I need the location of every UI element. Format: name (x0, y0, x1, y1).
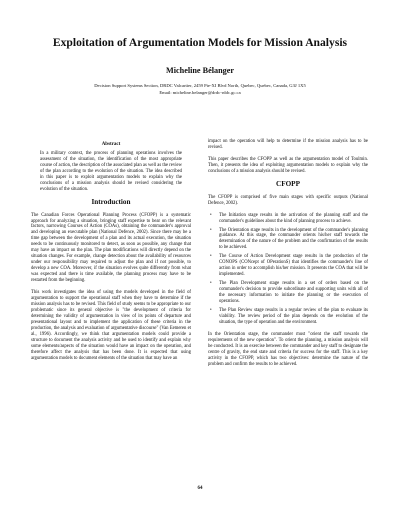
cfopp-heading: CFOPP (276, 179, 300, 188)
page-number: 64 (197, 486, 203, 491)
stage-orientation: • The Orientation stage results in the development of the commander's planning guidance. At this stage, the commander orients his/her staff towards the determination of the nature of the problem and the confirmation of the results to be achieved. (216, 228, 368, 252)
email-line: Email: micheline.belanger@drdc-rddc.gc.ca (159, 90, 241, 96)
stage-plan-development: • The Plan Development stage results in a set of orders based on the commander's decision to provide subordinate and supporting units with all of the necessary information to initiate the planning or the execution of operations. (216, 281, 368, 305)
introduction-heading: Introduction (91, 197, 131, 206)
left-column (31, 142, 191, 367)
author-name: Micheline Bélanger (166, 66, 234, 75)
affiliation-line: Decision Support Systems Section, DRDC Valcartier, 2459 Pie-XI Blvd North, Quebec, Quebec, Canada, G3J 1X5 (94, 83, 306, 88)
paper-title: Exploitation of Argumentation Models for Mission Analysis (52, 36, 348, 49)
cfopp-lead: The CFOPP is comprised of five main stages with specific outputs (National Defence, 2002). (208, 194, 368, 206)
stage-plan-review: • The Plan Review stage results in a regular review of the plan to evaluate its viability. The review period of the plan depends on the evolution of the situation, the type of operation and the environment. (216, 308, 368, 326)
paper-overview: This paper describes the CFOPP as well as the argumentation model of Toulmin. Then, it presents the idea of exploiting argumentation models to explain why the conclusions of a mission analysis should be revised. (208, 156, 368, 174)
abstract-text: In a military context, the process of planning operations involves the assessment of the situation, the identification of the most appropriate course of action, the description of the associated plan as well as the review of the plan according to the evolution of the situation. The idea described in this paper is to exploit argumentation models to explain why the conclusions of a mission analysis should be revised considering the evolution of the situation. (40, 150, 182, 192)
right-column (208, 139, 368, 374)
abstract-heading: Abstract (101, 142, 121, 147)
stage-coa-development: • The Course of Action Development stage results in the production of the CONOPS (CONcept of OPerationS) that identifies the commander's line of action in order to accomplish his/her mission. It presents the COA that will be implemented. (216, 254, 368, 278)
intro-paragraph-2: This work investigates the idea of using the models developed in the field of argumentation to support the operational staff when they have to determine if the mission analysis has to be revised. This field of study seems to be appropriate to our problematic since its general objective is "the development of criteria for determining the validity of argumentation in view of its points of departure and presentational layout and to implement the application of these criteria in the production, the analysis and evaluation of argumentative discourse" (Van Eemeren et al., 1996). Accordingly, we think that argumentation models could provide a structure to document the analysis activity and be used to identify and explain why some elements/aspects of the situation would have an impact on the operation, and therefore affect the analysis that has been done. It is expected that using argumentation models to document elements of the situation that may have an (31, 290, 191, 361)
affiliation-block (0, 82, 400, 96)
cfopp-stage-list (208, 213, 368, 326)
intro-paragraph-1: The Canadian Forces Operational Planning Process (CFOPP) is a systematic approach for analyzing a situation, bringing staff expertise to bear on the relevant factors, narrowing Courses of Action (COAs), obtaining the commander's approval and developing an executable plan (National Defence, 2002). Since there may be a time gap between the development of a plan and its actual execution, the situation needs to be continuously monitored to detect, as soon as possible, any change that may have an impact on the plan. The plan modifications will directly depend on the situation changes. For example, change detection about the availability of resources under our responsibility may required to adjust the plan and if not possible, to develop a new COA. Moreover, if the situation evolves quite differently from what was expected and there is time available, the planning process may have to be restarted from the beginning. (31, 212, 191, 284)
intro-continuation: impact on the operation will help to determine if the mission analysis has to be revised. (208, 139, 368, 150)
cfopp-closing: In the Orientation stage, the commander must "orient the staff towards the requirements of the new operation". To orient the planning, a mission analysis will be conducted. It is an exercise between the commander and key staff to designate the centre of gravity, the end state and criteria for success for the staff. This is a key activity in the CFOPP, which has two objectives: determine the nature of the problem and confirm the results to be achieved. (208, 331, 368, 367)
stage-initiation: • The Initiation stage results in the activation of the planning staff and the commander's guidelines about the kind of planning process to achieve. (216, 213, 368, 225)
